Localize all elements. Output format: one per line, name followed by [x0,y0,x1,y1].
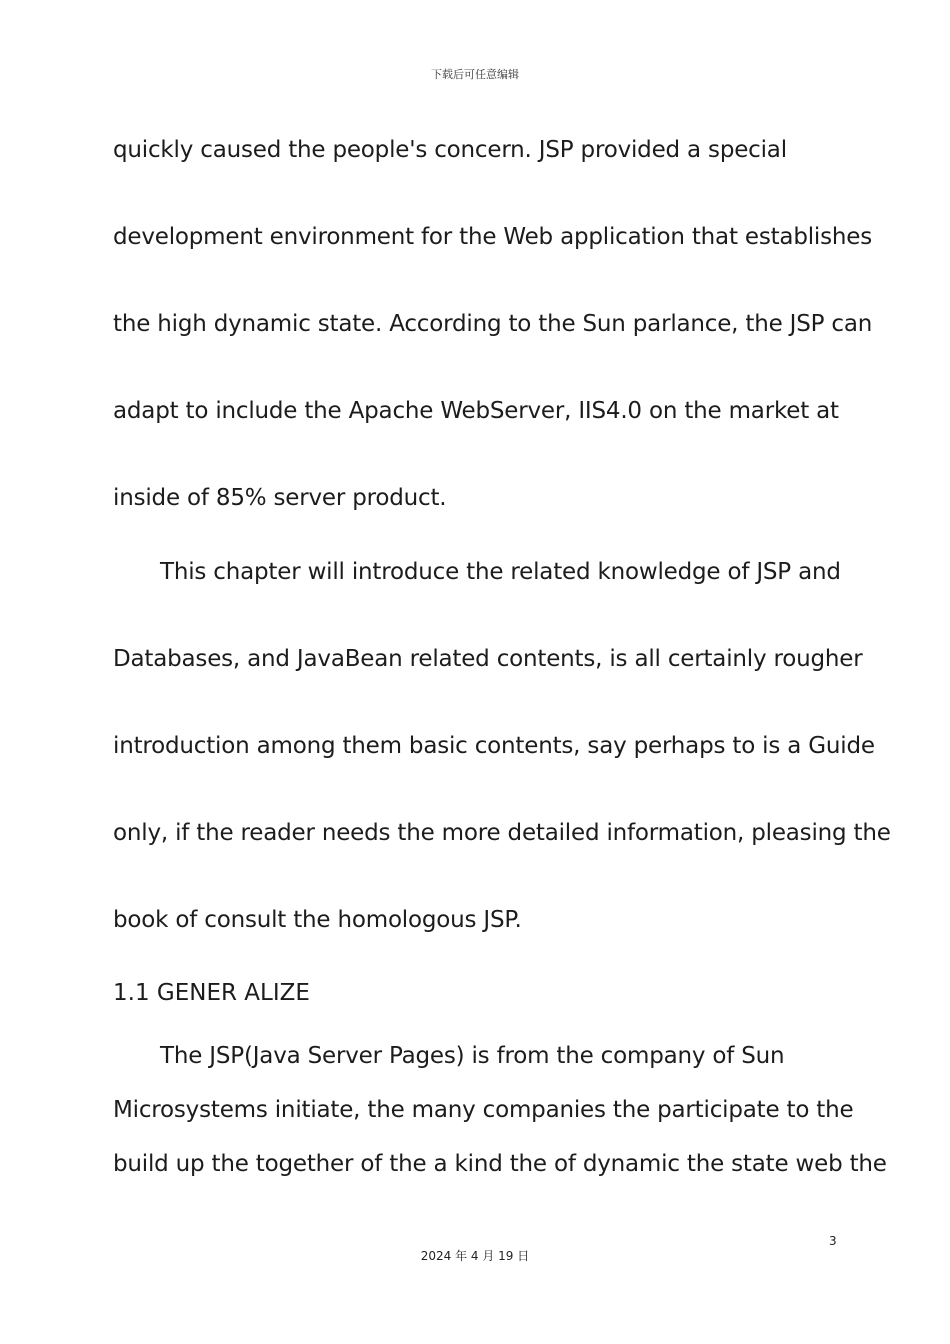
page-footer-date: 2024 年 4 月 19 日 [420,1249,530,1263]
body-text-line: Microsystems initiate, the many companies the participate to the [113,1097,854,1123]
body-text-line: book of consult the homologous JSP. [113,907,522,933]
body-text-line: inside of 85% server product. [113,485,447,511]
body-text-line: Databases, and JavaBean related contents, is all certainly rougher [113,646,863,672]
body-text-line: This chapter will introduce the related knowledge of JSP and [160,559,841,585]
body-text-line: quickly caused the people's concern. JSP provided a special [113,137,787,163]
body-text-line: only, if the reader needs the more detailed information, pleasing the [113,820,891,846]
body-text-line: build up the together of the a kind the of dynamic the state web the [113,1151,887,1177]
section-heading: 1.1 GENER ALIZE [113,980,310,1006]
body-text-line: introduction among them basic contents, say perhaps to is a Guide [113,733,875,759]
body-text-line: the high dynamic state. According to the Sun parlance, the JSP can [113,311,873,337]
body-text-line: adapt to include the Apache WebServer, IIS4.0 on the market at [113,398,839,424]
body-text-line: The JSP(Java Server Pages) is from the company of Sun [160,1043,785,1069]
body-text-line: development environment for the Web application that establishes [113,224,872,250]
page-header: 下载后可任意编辑 [431,68,519,81]
page-number: 3 [829,1234,837,1248]
